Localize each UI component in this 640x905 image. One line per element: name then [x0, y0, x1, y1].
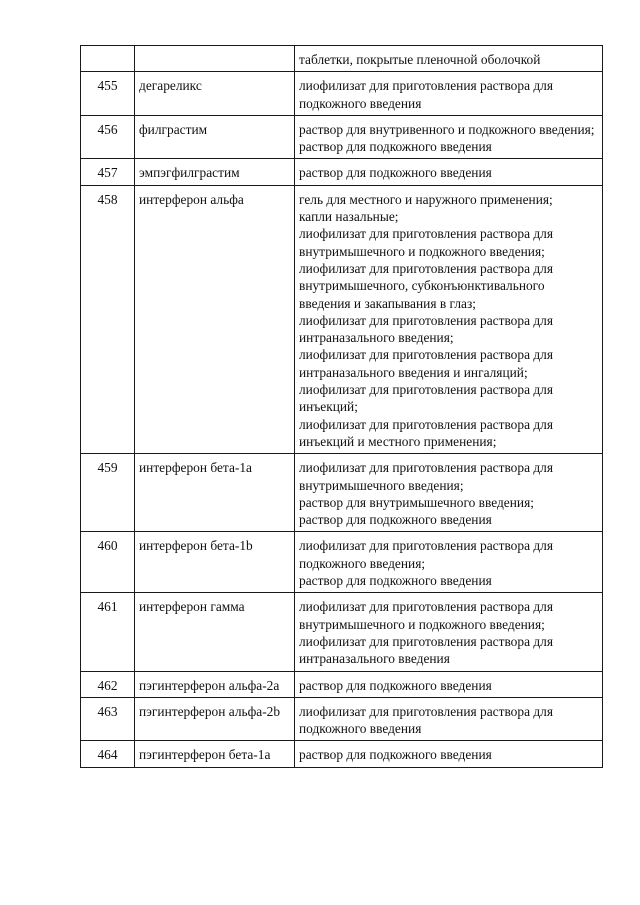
dosage-form-item: лиофилизат для приготовления раствора для внутримышечного и подкожного введения;	[299, 226, 554, 259]
table-row	[81, 454, 603, 532]
dosage-form-item: лиофилизат для приготовления раствора для инъекций;	[299, 382, 554, 415]
dosage-form-item: лиофилизат для приготовления раствора для внутримышечного введения;	[299, 460, 554, 493]
dosage-forms	[295, 532, 603, 593]
row-number: 457	[81, 159, 135, 185]
dosage-form-item: лиофилизат для приготовления раствора для подкожного введения;	[299, 538, 554, 571]
table-row	[81, 72, 603, 116]
drug-name: дегареликс	[135, 72, 295, 116]
dosage-forms	[295, 185, 603, 453]
row-number	[81, 46, 135, 72]
drug-name: пэгинтерферон альфа-2b	[135, 697, 295, 741]
table-row	[81, 185, 603, 453]
dosage-forms	[295, 593, 603, 671]
table-row	[81, 159, 603, 185]
drug-table	[80, 45, 603, 768]
dosage-form-item: лиофилизат для приготовления раствора для инъекций и местного применения;	[299, 416, 554, 449]
dosage-forms	[295, 72, 603, 116]
row-number: 459	[81, 454, 135, 532]
dosage-forms	[295, 671, 603, 697]
row-number: 460	[81, 532, 135, 593]
drug-name: интерферон альфа	[135, 185, 295, 453]
row-number: 461	[81, 593, 135, 671]
dosage-form-item: раствор для подкожного введения	[299, 677, 492, 693]
row-number: 464	[81, 741, 135, 767]
drug-name: интерферон бета-1a	[135, 454, 295, 532]
dosage-forms	[295, 46, 603, 72]
dosage-form-item: раствор для подкожного введения	[299, 573, 492, 589]
dosage-form-item: раствор для подкожного введения	[299, 139, 492, 155]
dosage-form-item: лиофилизат для приготовления раствора для подкожного введения	[299, 703, 554, 737]
dosage-forms	[295, 159, 603, 185]
table-row	[81, 115, 603, 159]
dosage-forms	[295, 115, 603, 159]
dosage-form-item: таблетки, покрытые пленочной оболочкой	[299, 52, 541, 67]
dosage-form-item: раствор для внутривенного и подкожного введения;	[299, 121, 595, 137]
row-number: 458	[81, 185, 135, 453]
dosage-forms	[295, 697, 603, 741]
drug-name: пэгинтерферон альфа-2a	[135, 671, 295, 697]
row-number: 463	[81, 697, 135, 741]
row-number: 456	[81, 115, 135, 159]
dosage-form-item: лиофилизат для приготовления раствора для интраназального введения;	[299, 312, 554, 346]
table-row	[81, 593, 603, 671]
table-row	[81, 741, 603, 767]
dosage-form-item: капли назальные;	[299, 209, 399, 225]
row-number: 455	[81, 72, 135, 116]
dosage-form-item: гель для местного и наружного применения;	[299, 191, 553, 207]
drug-table-body	[81, 46, 603, 768]
dosage-form-item: лиофилизат для приготовления раствора для интраназального введения	[299, 633, 554, 667]
dosage-forms	[295, 454, 603, 532]
dosage-form-item: лиофилизат для приготовления раствора для интраназального введения и ингаляций;	[299, 347, 554, 380]
dosage-form-item: лиофилизат для приготовления раствора для подкожного введения	[299, 78, 554, 111]
dosage-form-item: лиофилизат для приготовления раствора для внутримышечного, субконъюнктивального введения и закапывания в глаз;	[299, 260, 554, 311]
drug-name: эмпэгфилграстим	[135, 159, 295, 185]
drug-name: интерферон бета-1b	[135, 532, 295, 593]
table-row	[81, 697, 603, 741]
drug-name: интерферон гамма	[135, 593, 295, 671]
dosage-form-item: раствор для подкожного введения	[299, 512, 492, 528]
drug-name: филграстим	[135, 115, 295, 159]
table-row	[81, 46, 603, 72]
dosage-form-item: раствор для подкожного введения	[299, 747, 492, 763]
drug-name: пэгинтерферон бета-1a	[135, 741, 295, 767]
drug-name	[135, 46, 295, 72]
dosage-form-item: раствор для внутримышечного введения;	[299, 494, 534, 510]
dosage-form-item: раствор для подкожного введения	[299, 165, 492, 181]
dosage-forms	[295, 741, 603, 767]
dosage-form-item: лиофилизат для приготовления раствора для внутримышечного и подкожного введения;	[299, 599, 554, 632]
row-number: 462	[81, 671, 135, 697]
table-row	[81, 671, 603, 697]
table-row	[81, 532, 603, 593]
